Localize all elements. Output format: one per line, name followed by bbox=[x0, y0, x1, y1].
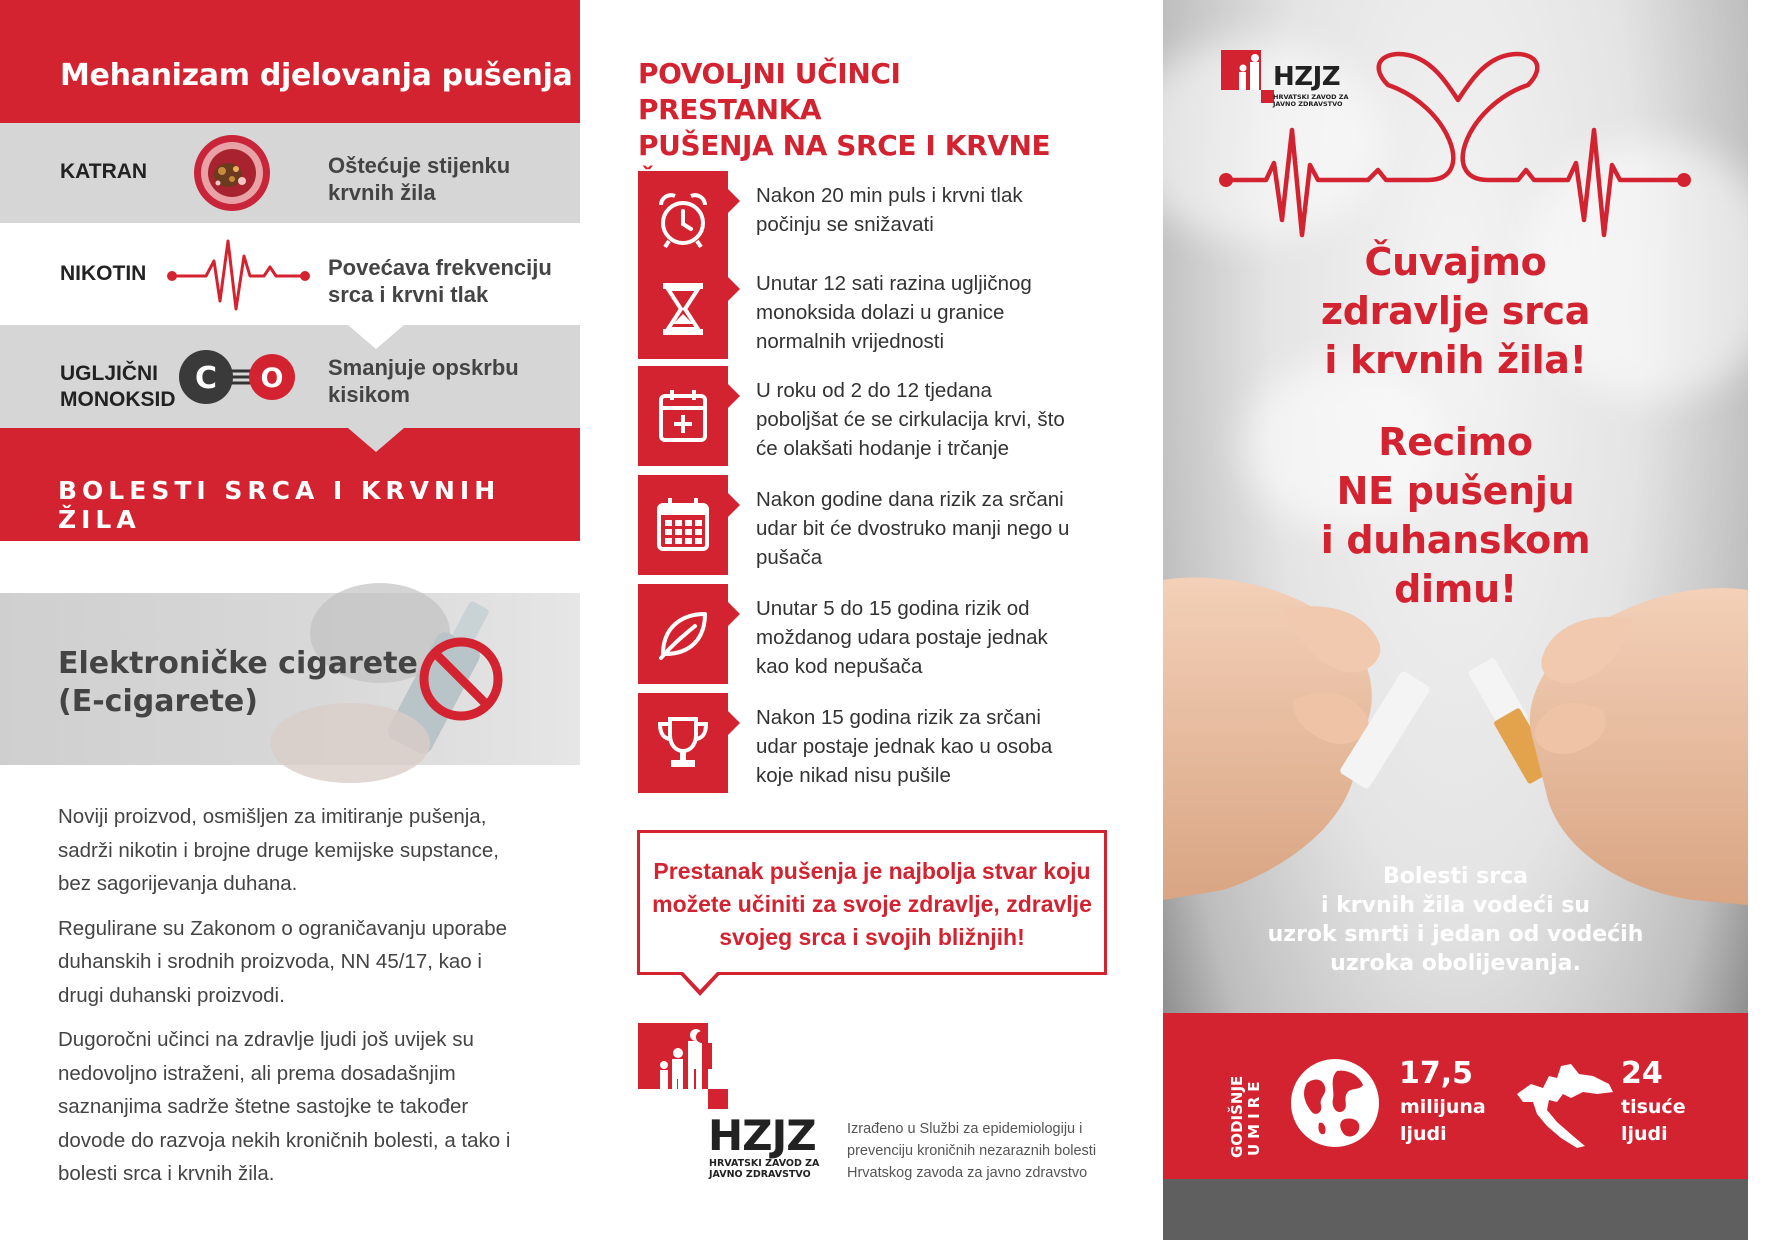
mechanism-row-tar bbox=[0, 123, 580, 223]
world-deaths-unit: milijuna ljudi bbox=[1400, 1096, 1486, 1145]
ecig-description bbox=[58, 800, 528, 1202]
ecig-paragraph: Noviji proizvod, osmišljen za imitiranje pušenja, sadrži nikotin i brojne druge kemijske supstance, bez sagorijevanja duhana. bbox=[58, 805, 499, 895]
co-molecule-icon bbox=[178, 347, 300, 407]
benefit-item: Nakon 20 min puls i krvni tlak počinju se snižavati bbox=[638, 171, 1058, 271]
middle-panel bbox=[580, 0, 1163, 1240]
globe-icon bbox=[1289, 1057, 1381, 1149]
benefits-title: POVOLJNI UČINCI PRESTANKA PUŠENJA NA SRCE I KRVNE bbox=[638, 57, 1051, 162]
benefit-item: Unutar 5 do 15 godina rizik od moždanog udara postaje jednak kao kod nepušača bbox=[638, 584, 1058, 684]
heart-heartbeat-icon bbox=[1218, 45, 1698, 255]
ecig-banner bbox=[0, 593, 580, 765]
hourglass-icon bbox=[655, 279, 711, 339]
svg-text:O: O bbox=[260, 363, 284, 394]
croatia-deaths-unit: tisuće ljudi bbox=[1621, 1096, 1686, 1145]
calendar-plus-icon bbox=[655, 386, 711, 446]
made-by-text: Izrađeno u Službi za epidemiologiju i prevenciju kroničnih nezaraznih bolesti Hrvatskog zavoda za javno zdravstvo bbox=[847, 1121, 1097, 1181]
alarm-clock-icon bbox=[655, 191, 711, 251]
hzjz-logo bbox=[638, 1023, 828, 1188]
hzjz-logo-subtitle: HRVATSKI ZAVOD ZA JAVNO ZDRAVSTVO bbox=[709, 1158, 820, 1180]
world-deaths-number: 17,5 bbox=[1399, 1056, 1474, 1091]
carbon-monoxide-description: Smanjuje opskrbu kisikom bbox=[328, 355, 519, 407]
quote-text: Prestanak pušenja je najbolja stvar koju možete učiniti za svoje zdravlje, zdravlje svojeg srca i svojih bližnjih! bbox=[652, 858, 1092, 950]
hzjz-logo-subtitle: HRVATSKI ZAVOD ZA JAVNO ZDRAVSTVO bbox=[1273, 93, 1349, 108]
prohibited-icon bbox=[418, 636, 504, 722]
heartbeat-icon bbox=[166, 231, 311, 317]
nicotine-label: NIKOTIN bbox=[60, 262, 147, 285]
calendar-grid-icon bbox=[655, 495, 711, 555]
right-panel bbox=[1163, 0, 1748, 1240]
benefit-item: Nakon godine dana rizik za srčani udar bit će dvostruko manji nego u pušača bbox=[638, 475, 1058, 575]
svg-text:UMIRE: UMIRE bbox=[1245, 1076, 1263, 1156]
slogan-say-no: Recimo NE pušenju i duhanskom dimu! bbox=[1320, 420, 1591, 611]
svg-text:C: C bbox=[194, 361, 218, 396]
benefit-item: Nakon 15 godina rizik za srčani udar postaje jednak kao u osoba koje nikad nisu pušile bbox=[638, 693, 1058, 793]
hzjz-logo-text: HZJZ bbox=[708, 1111, 816, 1160]
hzjz-logo-text: HZJZ bbox=[1273, 62, 1341, 92]
carbon-monoxide-label: UGLJIČNI MONOKSID bbox=[60, 362, 176, 411]
mechanism-row-carbon-monoxide bbox=[0, 325, 580, 428]
leading-cause-text: Bolesti srca i krvnih žila vodeći su uzrok smrti i jedan od vodećih uzroka obolijevanja. bbox=[1267, 864, 1644, 976]
nicotine-description: Povećava frekvenciju srca i krvni tlak bbox=[328, 255, 552, 307]
leaf-icon bbox=[655, 604, 711, 664]
ecig-paragraph: Dugoročni učinci na zdravlje ljudi još uvijek su nedovoljno istraženi, ali prema dosadašnjim saznanjima sadrže štetne sastojke te također dovode do razvoja nekih kroničnih bolesti, a tako i bolesti srca i krvnih žila. bbox=[58, 1028, 511, 1185]
slogan-protect-heart: Čuvajmo zdravlje srca i krvnih žila! bbox=[1320, 240, 1591, 382]
disease-banner: BOLESTI SRCA I KRVNIH ŽILA bbox=[0, 428, 580, 541]
mechanism-row-nicotine bbox=[0, 223, 580, 325]
tar-label: KATRAN bbox=[60, 160, 148, 183]
benefit-item: Unutar 12 sati razina ugljičnog monoksida dolazi u granice normalnih vrijednosti bbox=[638, 259, 1058, 359]
annual-deaths-label bbox=[1228, 1048, 1263, 1158]
mechanism-title: Mehanizam djelovanja pušenja bbox=[0, 0, 580, 123]
croatia-map-icon bbox=[1513, 1054, 1617, 1150]
svg-text:GODIŠNJE: GODIŠNJE bbox=[1228, 1075, 1246, 1158]
tar-description: Oštećuje stijenku krvnih žila bbox=[328, 153, 511, 205]
left-panel bbox=[0, 0, 580, 1240]
ecig-paragraph: Regulirane su Zakonom o ograničavanju uporabe duhanskih i srodnih proizvoda, NN 45/17, kao i drugi duhanski proizvodi. bbox=[58, 916, 508, 1007]
benefit-item: U roku od 2 do 12 tjedana poboljšat će se cirkulacija krvi, što će olakšati hodanje i trčanje bbox=[638, 366, 1058, 466]
ecig-title: Elektroničke cigarete (E-cigarete) bbox=[58, 646, 418, 719]
artery-icon bbox=[192, 133, 272, 213]
trophy-icon bbox=[655, 713, 711, 773]
quote-box bbox=[637, 830, 1107, 975]
croatia-deaths-number: 24 bbox=[1621, 1056, 1663, 1091]
